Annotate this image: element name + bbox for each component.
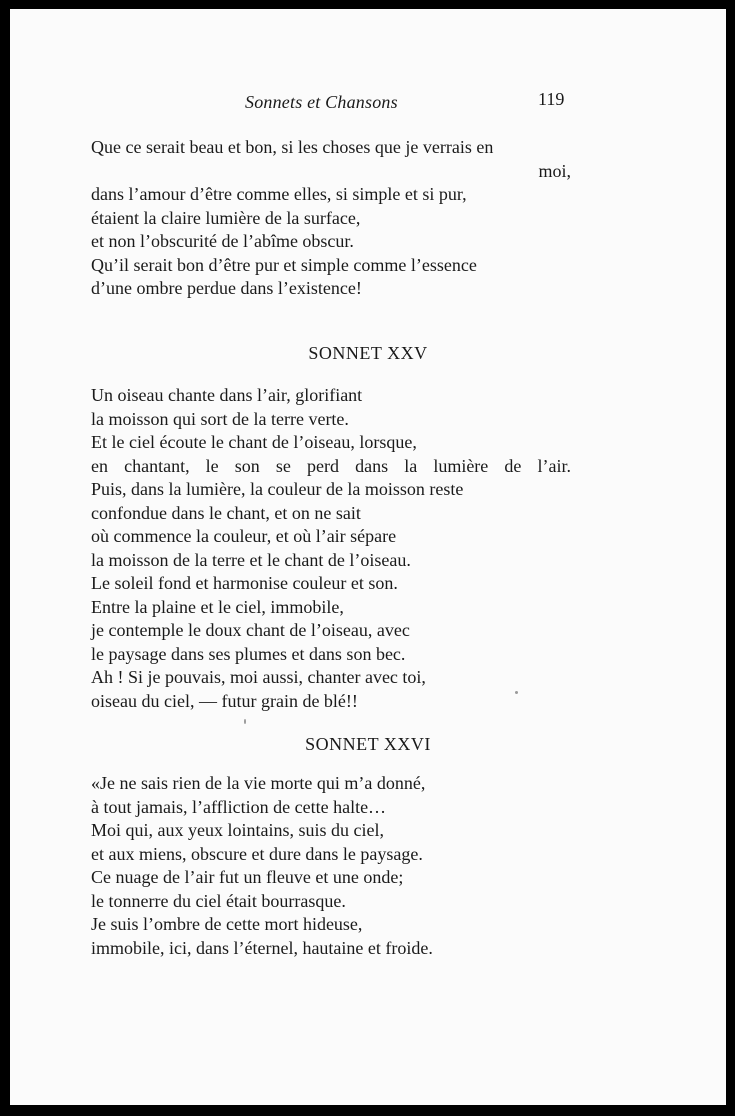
- sonnet-26-title: SONNET XXVI: [305, 734, 431, 754]
- poem-line: je contemple le doux chant de l’oiseau, avec: [91, 620, 410, 640]
- poem-line: le paysage dans ses plumes et dans son bec.: [91, 643, 406, 664]
- poem-line: où commence la couleur, et où l’air sépare: [91, 526, 397, 546]
- poem-line: Et le ciel écoute le chant de l’oiseau, lorsque,: [91, 432, 417, 452]
- poem-line: Le soleil fond et harmonise couleur et son.: [91, 573, 398, 593]
- poem-line: Je suis l’ombre de cette mort hideuse,: [91, 914, 363, 934]
- scan-speck: [244, 719, 246, 724]
- poem-line-continuation: moi,: [538, 160, 571, 181]
- scan-speck: [515, 691, 518, 694]
- sonnet-26-body: [91, 772, 571, 960]
- poem-line: d’une ombre perdue dans l’existence!: [91, 278, 362, 298]
- poem-line: dans l’amour d’être comme elles, si simple et si pur,: [91, 184, 467, 204]
- running-title: Sonnets et Chansons: [245, 92, 398, 112]
- poem-line: confondue dans le chant, et on ne sait: [91, 502, 361, 523]
- intro-stanza: [91, 136, 571, 301]
- poem-line: Un oiseau chante dans l’air, glorifiant: [91, 385, 363, 405]
- poem-line: Ce nuage de l’air fut un fleuve et une onde;: [91, 867, 404, 887]
- poem-line: étaient la claire lumière de la surface,: [91, 207, 361, 228]
- poem-line: en chantant, le son se perd dans la lumière de l’air.: [91, 455, 571, 476]
- poem-line: Moi qui, aux yeux lointains, suis du ciel,: [91, 820, 384, 840]
- page-number: 119: [538, 89, 565, 109]
- poem-line: Ah ! Si je pouvais, moi aussi, chanter avec toi,: [91, 667, 426, 687]
- poem-line: la moisson qui sort de la terre verte.: [91, 408, 349, 429]
- poem-line: «Je ne sais rien de la vie morte qui m’a donné,: [91, 773, 426, 793]
- poem-line: à tout jamais, l’affliction de cette halte…: [91, 796, 387, 817]
- sonnet-25-body: [91, 384, 571, 713]
- sonnet-25-title: SONNET XXV: [308, 343, 428, 363]
- poem-line: la moisson de la terre et le chant de l’oiseau.: [91, 549, 411, 570]
- poem-line: et aux miens, obscure et dure dans le paysage.: [91, 843, 423, 864]
- poem-line: immobile, ici, dans l’éternel, hautaine et froide.: [91, 937, 433, 958]
- poem-line: Entre la plaine et le ciel, immobile,: [91, 596, 344, 617]
- poem-line: le tonnerre du ciel était bourrasque.: [91, 890, 346, 911]
- running-head: [10, 89, 726, 115]
- poem-line: Qu’il serait bon d’être pur et simple comme l’essence: [91, 254, 477, 275]
- poem-line: et non l’obscurité de l’abîme obscur.: [91, 231, 354, 251]
- book-page: [10, 9, 726, 1105]
- poem-line: Que ce serait beau et bon, si les choses que je verrais en: [91, 137, 494, 157]
- poem-line: oiseau du ciel, — futur grain de blé!!: [91, 690, 358, 711]
- poem-line: Puis, dans la lumière, la couleur de la moisson reste: [91, 479, 464, 499]
